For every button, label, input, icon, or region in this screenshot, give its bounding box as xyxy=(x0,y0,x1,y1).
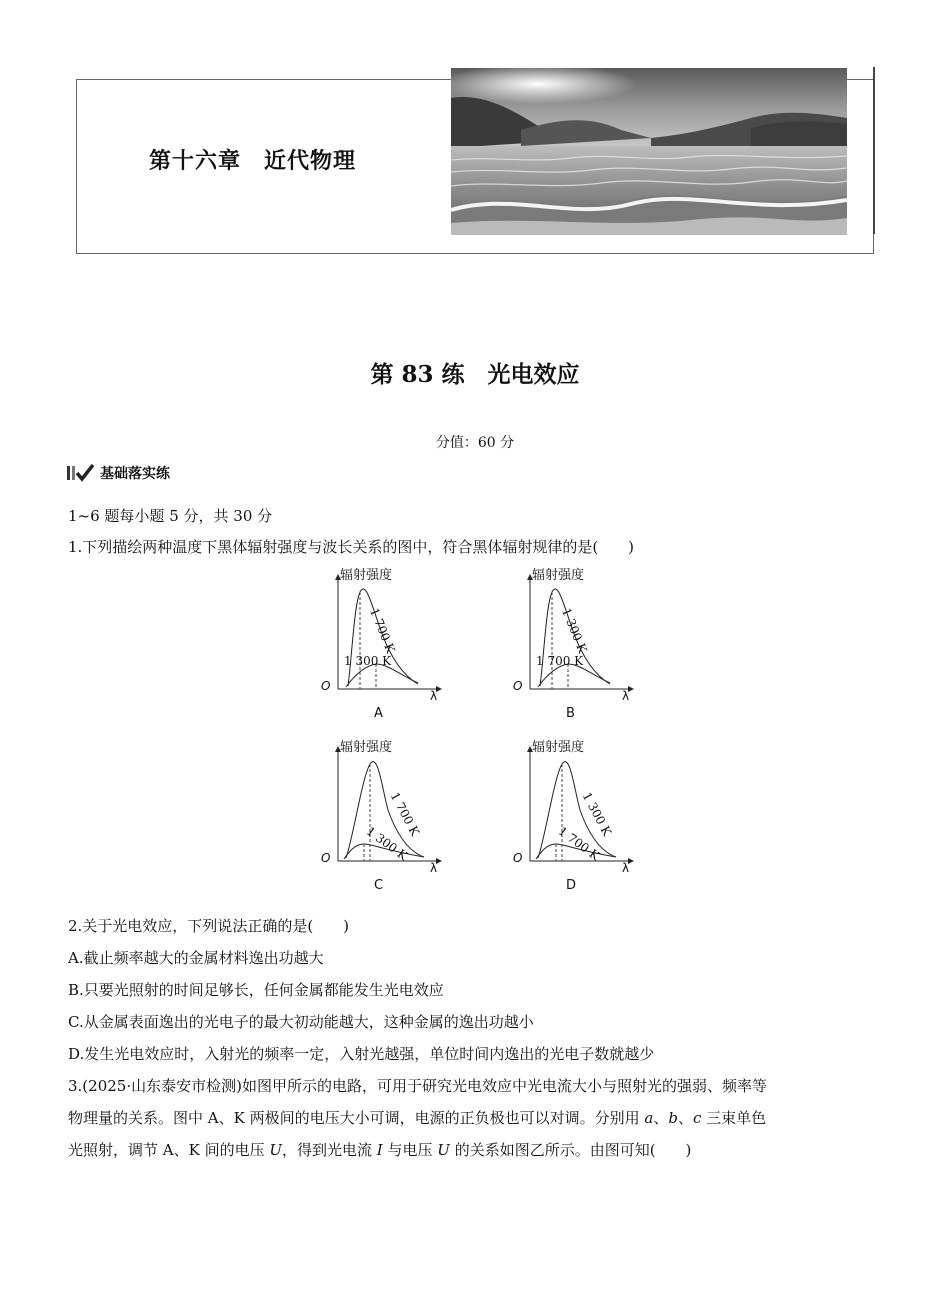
origin-label: O xyxy=(513,679,523,693)
question-3-line-2 xyxy=(68,1108,766,1128)
checkbox-check-icon xyxy=(66,464,94,482)
y-axis-label: 辐射强度 xyxy=(532,568,585,583)
q3-text: 物理量的关系。图中 A、K 两极间的电压大小可调，电源的正负极也可以对调。分别用 xyxy=(68,1109,645,1127)
var-i: I xyxy=(376,1141,383,1159)
x-axis-label: λ xyxy=(430,861,438,875)
q3-text: 光照射，调节 A、K 间的电压 xyxy=(68,1141,270,1159)
curve-low-label: 1 300 K xyxy=(344,654,392,668)
lesson-name: 光电效应 xyxy=(487,361,580,388)
q3-sep: 、 xyxy=(653,1109,669,1127)
curve-high-label: 1 300 K xyxy=(559,606,590,655)
graph-d-plot xyxy=(520,738,644,900)
question-3-line-1: 3.(2025·山东泰安市检测)如图甲所示的电路，可用于研究光电效应中光电流大小与照射光的强弱、频率等 xyxy=(68,1077,767,1095)
q3-text: 三束单色 xyxy=(701,1109,767,1127)
q3-text: ，得到光电流 xyxy=(282,1141,377,1159)
question-3-line-3 xyxy=(68,1140,691,1160)
chapter-number: 第十六章 xyxy=(149,149,242,174)
curve-high-label: 1 700 K xyxy=(387,790,423,839)
var-b: b xyxy=(668,1109,678,1127)
graph-c xyxy=(321,738,452,900)
q3-sep: 、 xyxy=(677,1109,693,1127)
graph-letter: A xyxy=(374,706,383,721)
curve-low-label: 1 700 K xyxy=(555,824,603,864)
var-u: U xyxy=(437,1141,450,1159)
var-u: U xyxy=(269,1141,283,1159)
lesson-number: 第 83 练 xyxy=(370,361,465,388)
curve-low-label: 1 300 K xyxy=(363,824,411,864)
intro-text: 1~6 题每小题 5 分，共 30 分 xyxy=(68,507,273,525)
origin-label: O xyxy=(321,851,331,865)
score-value: 分值：60 分 xyxy=(435,435,515,451)
banner-edge-rule xyxy=(873,67,875,234)
curve-high-label: 1 700 K xyxy=(367,606,398,655)
graph-d xyxy=(513,738,644,900)
question-2-stem: 2.关于光电效应，下列说法正确的是( ) xyxy=(68,917,350,935)
question-1-stem: 1.下列描绘两种温度下黑体辐射强度与波长关系的图中，符合黑体辐射规律的是( ) xyxy=(68,538,635,556)
curve-high-label: 1 300 K xyxy=(579,790,615,839)
x-axis-label: λ xyxy=(430,689,438,703)
question-2-option-b: B.只要光照射的时间足够长，任何金属都能发生光电效应 xyxy=(68,981,444,999)
q3-text: 与电压 xyxy=(382,1141,438,1159)
lesson-title xyxy=(0,356,950,389)
curve-low-label: 1 700 K xyxy=(536,654,584,668)
graph-letter: B xyxy=(566,706,575,721)
chapter-title xyxy=(149,144,356,175)
var-a: a xyxy=(644,1109,654,1127)
chapter-banner xyxy=(76,79,874,254)
var-c: c xyxy=(692,1109,702,1127)
chapter-name: 近代物理 xyxy=(264,149,357,174)
origin-label: O xyxy=(513,851,523,865)
q3-text: 的关系如图乙所示。由图可知( ) xyxy=(449,1141,692,1159)
origin-label: O xyxy=(321,679,331,693)
section-header xyxy=(66,462,170,484)
landscape-photo xyxy=(451,68,847,235)
section-title: 基础落实练 xyxy=(100,466,170,482)
question-2-option-d: D.发生光电效应时，入射光的频率一定，入射光越强，单位时间内逸出的光电子数就越少 xyxy=(68,1045,655,1063)
x-axis-label: λ xyxy=(622,689,630,703)
graph-a xyxy=(321,566,452,728)
y-axis-label: 辐射强度 xyxy=(340,740,393,755)
y-axis-label: 辐射强度 xyxy=(532,740,585,755)
y-axis-label: 辐射强度 xyxy=(340,568,393,583)
question-2-option-c: C.从金属表面逸出的光电子的最大初动能越大，这种金属的逸出功越小 xyxy=(68,1013,534,1031)
graph-c-plot xyxy=(328,738,452,900)
x-axis-label: λ xyxy=(622,861,630,875)
graph-b xyxy=(513,566,644,728)
question-2-option-a: A.截止频率越大的金属材料逸出功越大 xyxy=(68,949,324,967)
graph-letter: C xyxy=(374,878,384,893)
graph-letter: D xyxy=(566,878,577,893)
